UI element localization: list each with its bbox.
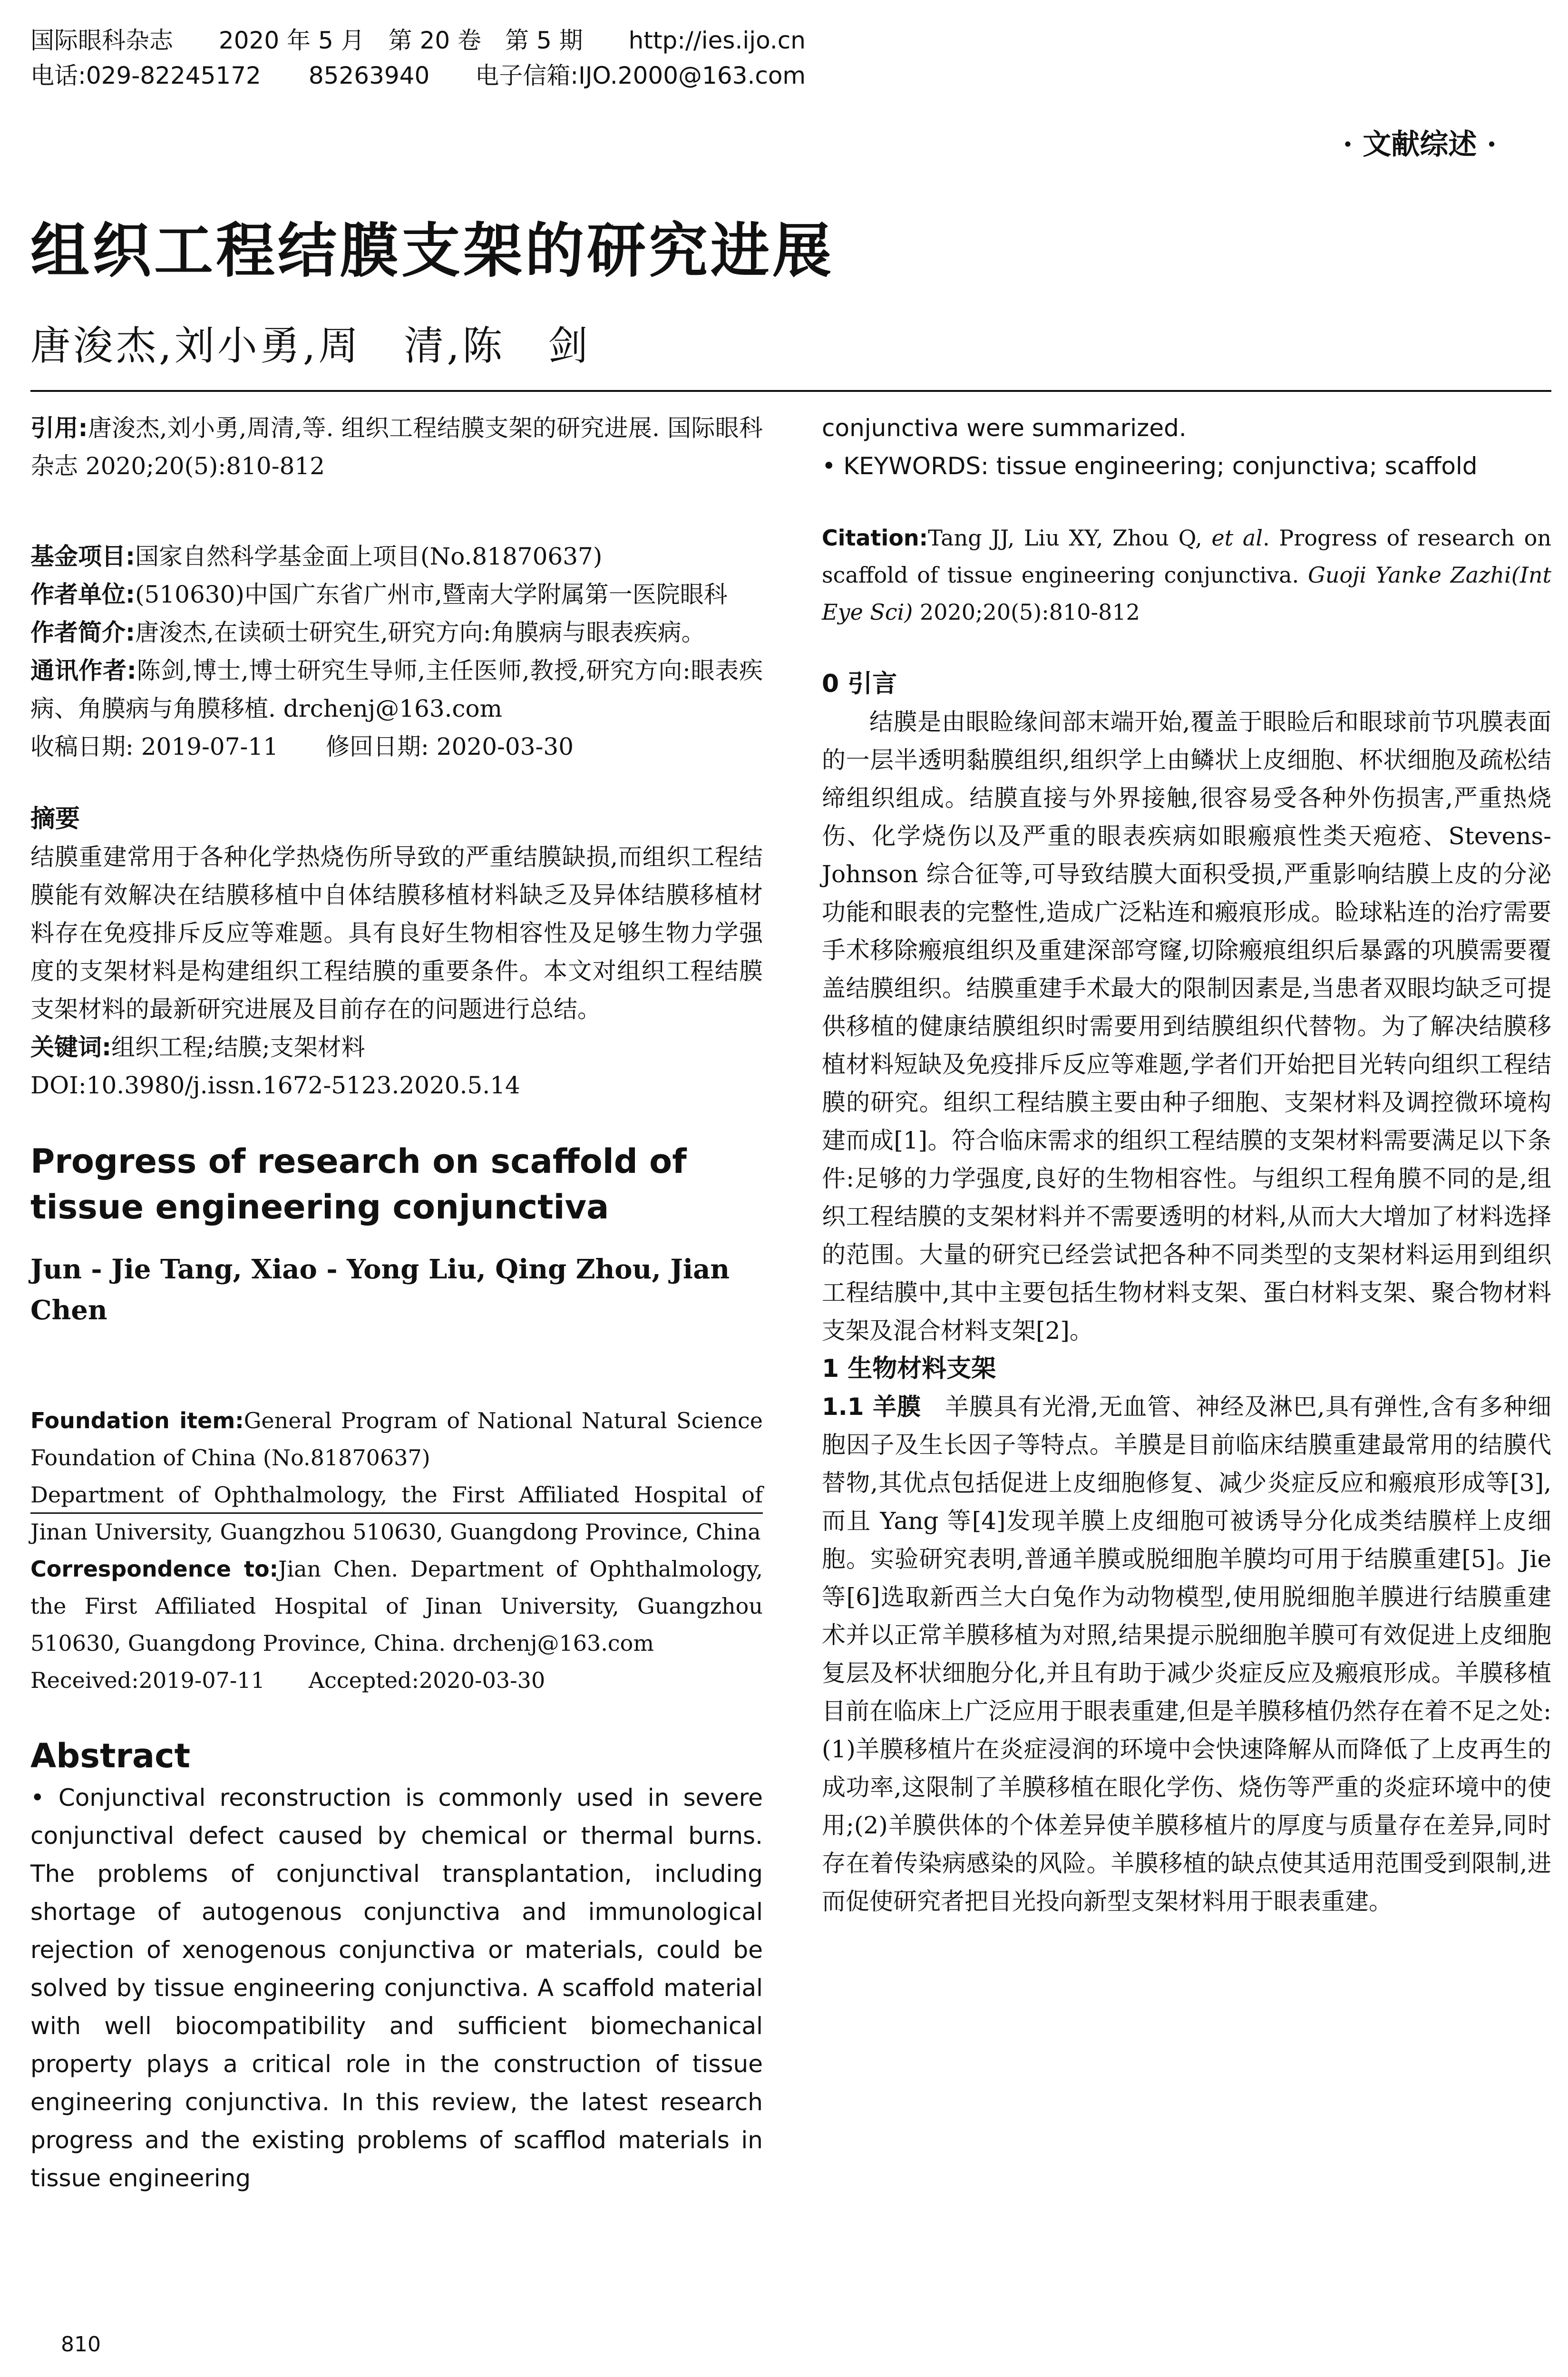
dates-en: Received:2019-07-11 Accepted:2020-03-30 [30, 1667, 545, 1693]
keywords-en: • KEYWORDS: tissue engineering; conjunctiva; scaffold [822, 452, 1478, 480]
citation-cn: 引用:唐浚杰,刘小勇,周清,等. 组织工程结膜支架的研究进展. 国际眼科杂志 2020;20(5):810-812 [30, 414, 763, 480]
left-column [30, 409, 763, 2197]
abstract-heading-cn: 摘要 [30, 805, 80, 833]
english-title: Progress of research on scaffold of tissue engineering conjunctiva [30, 1142, 687, 1227]
abstract-en-continued: conjunctiva were summarized. [822, 414, 1187, 442]
journal-name: 国际眼科杂志 [30, 27, 173, 54]
corresponding-author: 通讯作者:陈剑,博士,博士研究生导师,主任医师,教授,研究方向:眼表疾病、角膜病与角膜移植. drchenj@163.com [30, 657, 763, 722]
affiliation-en: Department of Ophthalmology, the First Affiliated Hospital of Jinan University, Guangzhou 510630, Guangdong Province, China [30, 1482, 763, 1545]
fund-item: 基金项目:国家自然科学基金面上项目(No.81870637) [30, 543, 603, 570]
keywords-cn: 关键词:组织工程;结膜;支架材料 [30, 1033, 365, 1061]
amniotic-membrane-paragraph: 1.1 羊膜 羊膜具有光滑,无血管、神经及淋巴,具有弹性,含有多种细胞因子及生长因子等特点。羊膜是目前临床结膜重建最常用的结膜代替物,其优点包括促进上皮细胞修复、减少炎症反应和瘢痕形成等[3],而且 Yang 等[4]发现羊膜上皮细胞可被诱导分化成类结膜样上皮细胞。实验研究表明,普通羊膜或脱细胞羊膜均可用于结膜重建[5]。Jie 等[6]选取新西兰大白兔作为动物模型,使用脱细胞羊膜进行结膜重建术并以正常羊膜移植为对照,结果提示脱细胞羊膜可有效促进上皮细胞复层及杯状细胞分化,并且有助于减少炎症反应及瘢痕形成。羊膜移植目前在临床上广泛应用于眼表重建,但是羊膜移植仍然存在着不足之处:(1)羊膜移植片在炎症浸润的环境中会快速降解从而降低了上皮再生的成功率,这限制了羊膜移植在眼化学伤、烧伤等严重的炎症环境中的使用;(2)羊膜供体的个体差异使羊膜移植片的厚度与质量存在差异,同时存在着传染病感染的风险。羊膜移植的缺点使其适用范围受到限制,进而促使研究者把目光投向新型支架材料用于眼表重建。 [822, 1393, 1551, 1915]
affiliation: 作者单位:(510630)中国广东省广州市,暨南大学附属第一医院眼科 [30, 581, 728, 608]
section-tag: · 文献综述 · [1343, 128, 1497, 161]
english-section-divider [30, 1512, 763, 1514]
journal-issue: 2020 年 5 月 第 20 卷 第 5 期 [218, 27, 583, 54]
page-number: 810 [61, 2332, 101, 2357]
page-title: 组织工程结膜支架的研究进展 [30, 217, 835, 285]
intro-paragraph: 结膜是由眼睑缘间部末端开始,覆盖于眼睑后和眼球前节巩膜表面的一层半透明黏膜组织,组织学上由鳞状上皮细胞、杯状细胞及疏松结缔组织组成。结膜直接与外界接触,很容易受各种外伤损害,严重热烧伤、化学烧伤以及严重的眼表疾病如眼瘢痕性类天疱疮、Stevens-Johnson 综合征等,可导致结膜大面积受损,严重影响结膜上皮的分泌功能和眼表的完整性,造成广泛粘连和瘢痕形成。睑球粘连的治疗需要手术移除瘢痕组织及重建深部穹窿,切除瘢痕组织后暴露的巩膜需要覆盖结膜组织。结膜重建手术最大的限制因素是,当患者双眼均缺乏可提供移植的健康结膜组织时需要用到结膜组织代替物。为了解决结膜移植材料短缺及免疫排斥反应等难题,学者们开始把目光转向组织工程结膜的研究。组织工程结膜主要由种子细胞、支架材料及调控微环境构建而成[1]。符合临床需求的组织工程结膜的支架材料需要满足以下条件:足够的力学强度,良好的生物相容性。与组织工程角膜不同的是,组织工程结膜的支架材料并不需要透明的材料,从而大大增加了材料选择的范围。大量的研究已经尝试把各种不同类型的支架材料运用到组织工程结膜中,其中主要包括生物材料支架、蛋白材料支架、聚合物材料支架及混合材料支架[2]。 [822, 708, 1551, 1344]
citation-en: Citation:Tang JJ, Liu XY, Zhou Q, et al. Progress of research on scaffold of tissue engineering conjunctiva. Guoji Yanke Zazhi(Int Eye Sci) 2020;20(5):810-812 [822, 525, 1552, 625]
journal-header [30, 23, 982, 93]
english-authors: Jun - Jie Tang, Xiao - Yong Liu, Qing Zhou, Jian Chen [30, 1254, 730, 1326]
author-bio: 作者简介:唐浚杰,在读硕士研究生,研究方向:角膜病与眼表疾病。 [30, 619, 705, 646]
section-heading-intro: 0 引言 [822, 670, 897, 698]
doi: DOI:10.3980/j.issn.1672-5123.2020.5.14 [30, 1072, 520, 1099]
abstract-heading-en: Abstract [30, 1736, 191, 1775]
abstract-en: • Conjunctival reconstruction is commonly used in severe conjunctival defect caused by chemical or thermal burns. The problems of conjunctival transplantation, including shortage of autogenous conjunctiva and immunological rejection of xenogenous conjunctiva or materials, could be solved by tissue engineering conjunctiva. A scaffold material with well biocompatibility and sufficient biomechanical property plays a critical role in the construction of tissue engineering conjunctiva. In this review, the latest research progress and the existing problems of scafflod materials in tissue engineering [30, 1784, 763, 2192]
header-divider [30, 390, 1551, 392]
correspondence-en: Correspondence to:Jian Chen. Department of Ophthalmology, the First Affiliated Hospital of Jinan University, Guangzhou 510630, Guangdong Province, China. drchenj@163.com [30, 1556, 763, 1656]
dates-cn: 收稿日期: 2019-07-11 修回日期: 2020-03-30 [30, 733, 574, 760]
abstract-cn: 结膜重建常用于各种化学热烧伤所导致的严重结膜缺损,而组织工程结膜能有效解决在结膜移植中自体结膜移植材料缺乏及异体结膜移植材料存在免疫排斥反应等难题。具有良好生物相容性及足够生物力学强度的支架材料是构建组织工程结膜的重要条件。本文对组织工程结膜支架材料的最新研究进展及目前存在的问题进行总结。 [30, 843, 763, 1023]
journal-phone: 电话:029-82245172 85263940 [30, 62, 430, 89]
subsection-heading-amnion: 1.1 羊膜 [822, 1393, 922, 1421]
journal-email: 电子信箱:IJO.2000@163.com [475, 62, 806, 89]
author-list: 唐浚杰,刘小勇,周 清,陈 剑 [30, 322, 591, 369]
journal-url[interactable]: http://ies.ijo.cn [628, 27, 806, 54]
foundation-item-en: Foundation item:General Program of National Natural Science Foundation of China (No.81870637) [30, 1408, 763, 1471]
section-heading-biomaterial: 1 生物材料支架 [822, 1354, 996, 1383]
right-column [822, 409, 1551, 1920]
